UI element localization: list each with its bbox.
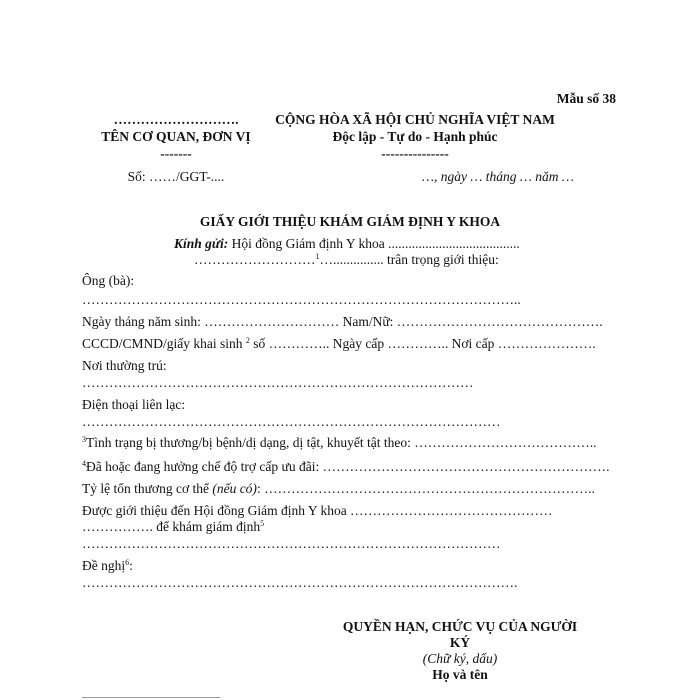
phone-dots: ………………………………………………………………………………… (82, 414, 501, 429)
nation-name: CỘNG HÒA XÃ HỘI CHỦ NGHĨA VIỆT NAM (275, 112, 555, 127)
footnote-separator (82, 697, 220, 698)
agency-dashes: ------- (160, 146, 192, 161)
residence-dots: …………………………………………………………………………… (82, 375, 474, 390)
name-dots: …………………………………………………………………………………….. (82, 292, 521, 307)
proposal-dots: ……………………………………………………………………………………. (82, 575, 518, 590)
introduction-line (194, 252, 499, 268)
id-label: CCCD/CMND/giấy khai sinh (82, 336, 246, 351)
injury-note: (nếu có) (212, 481, 257, 496)
id-details: số ………….. Ngày cấp ………….. Nơi cấp …………………. (249, 336, 596, 351)
signature-note: (Chữ ký, dấu) (422, 651, 498, 666)
nation-dashes: --------------- (381, 146, 449, 161)
footnote-2: 2 (245, 336, 250, 345)
footnote-1: 1 (315, 252, 320, 261)
injury-label: Tỷ lệ tổn thương cơ thể (82, 481, 213, 496)
signer-title: QUYỀN HẠN, CHỨC VỤ CỦA NGƯỜI (342, 619, 578, 634)
footnote-6: 6 (125, 558, 130, 567)
residence-label: Nơi thường trú: (82, 358, 167, 373)
form-number: Mẫu số 38 (556, 91, 616, 106)
referral-line-2 (82, 519, 264, 535)
recipient-line (174, 236, 520, 252)
introduction-text: …............... trân trọng giới thiệu: (319, 252, 499, 267)
name-label: Ông (bà): (82, 273, 135, 288)
referral-purpose: ……………. để khám giám định (82, 519, 261, 534)
nation-motto: Độc lập - Tự do - Hạnh phúc (332, 129, 498, 144)
proposal-line (82, 558, 133, 574)
referral-dots: ………………………………………………………………………………… (82, 536, 501, 551)
injury-rate-line (82, 481, 595, 497)
benefit-text: Đã hoặc đang hưởng chế độ trợ cấp ưu đãi: ………………………………………………………. (86, 459, 610, 474)
recipient-text: Hội đồng Giám định Y khoa ....................................... (228, 236, 520, 251)
proposal-label: Đề nghị (82, 558, 126, 573)
footnote-3: 3 (82, 435, 86, 444)
benefit-line (82, 459, 609, 475)
dob-gender-line: Ngày tháng năm sinh: ………………………… Nam/Nữ: ………………………………………. (82, 314, 603, 329)
condition-line (82, 435, 597, 451)
agency-name: TÊN CƠ QUAN, ĐƠN VỊ (101, 129, 251, 144)
issue-date: …, ngày … tháng … năm … (422, 169, 574, 184)
document-title: GIẤY GIỚI THIỆU KHÁM GIÁM ĐỊNH Y KHOA (199, 214, 501, 229)
condition-text: Tình trạng bị thương/bị bệnh/dị dạng, dị tật, khuyết tật theo: ………………………………….. (86, 435, 597, 450)
id-line (82, 336, 596, 352)
signer-title-2: KÝ (449, 635, 471, 650)
referral-line: Được giới thiệu đến Hội đồng Giám định Y khoa ……………………………………… (82, 503, 553, 518)
agency-dots: ………………………. (113, 112, 239, 127)
recipient-label: Kính gửi: (174, 236, 229, 251)
footnote-5: 5 (260, 519, 265, 528)
phone-label: Điện thoại liên lạc: (82, 397, 186, 412)
document-number: Số: ……/GGT-.... (127, 169, 225, 184)
introducer-dots: ……………………… (194, 252, 316, 267)
proposal-colon: : (129, 558, 133, 573)
signer-name: Họ và tên (432, 667, 488, 682)
footnote-4: 4 (82, 459, 86, 468)
injury-dots: : ……………………………………………………………….. (256, 481, 595, 496)
